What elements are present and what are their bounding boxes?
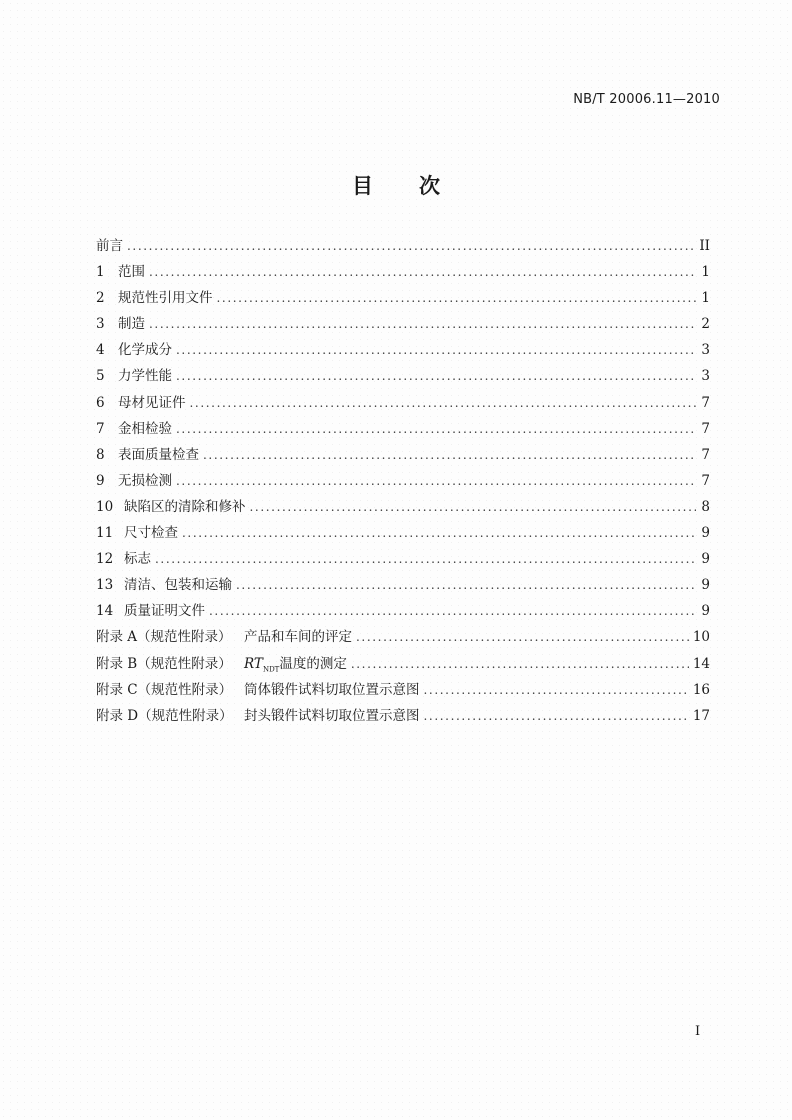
toc-entry-text: 表面质量检查 [118, 446, 199, 463]
rt-ndt-symbol [244, 656, 279, 674]
dot-leader [182, 526, 696, 540]
dot-leader [149, 265, 696, 279]
toc-entry[interactable] [96, 260, 710, 286]
toc-entry-text: 母材见证件 [118, 394, 186, 411]
toc-entry[interactable] [96, 286, 710, 312]
toc-heading-char-2: 次 [419, 174, 440, 198]
toc-entry-text: 规范性引用文件 [118, 290, 213, 307]
toc-entry-number: 10 [96, 498, 114, 515]
toc-entry-page: 1 [701, 290, 710, 307]
toc-entry-number: 9 [96, 472, 105, 489]
toc-entry-text: 标志 [124, 551, 151, 568]
toc-entry-text: 清洁、包装和运输 [124, 577, 232, 594]
toc-entry[interactable] [96, 495, 710, 521]
toc-entry-number: 1 [96, 264, 105, 281]
toc-entry-number: 3 [96, 316, 105, 333]
toc-entry-text: 化学成分 [118, 342, 172, 359]
toc-entry[interactable] [96, 338, 710, 364]
toc-entry[interactable] [96, 521, 710, 547]
dot-leader [176, 474, 696, 488]
toc-entry-page: 16 [692, 681, 710, 698]
toc-entry-page: 1 [701, 264, 710, 281]
appendix-prefix: 附录 C（规范性附录） [96, 681, 233, 698]
toc-appendix-entry[interactable] [96, 625, 710, 651]
toc-entry-page: 7 [701, 446, 710, 463]
dot-leader [351, 657, 689, 671]
toc-entry-number: 4 [96, 342, 105, 359]
toc-entry-number: 7 [96, 420, 105, 437]
toc-entry-number: 6 [96, 394, 105, 411]
toc-entry[interactable] [96, 469, 710, 495]
toc-entry-number: 11 [96, 525, 114, 542]
appendix-prefix: 附录 A（规范性附录） [96, 629, 232, 646]
toc-entry-text: 质量证明文件 [124, 603, 205, 620]
toc-entry-page: 9 [701, 603, 710, 620]
toc-entry-page: 3 [701, 368, 710, 385]
toc-entry-number: 14 [96, 603, 114, 620]
toc-appendix-entry[interactable] [96, 652, 710, 678]
appendix-prefix: 附录 B（规范性附录） [96, 655, 232, 672]
toc-entry-number: 8 [96, 446, 105, 463]
toc-entry[interactable] [96, 547, 710, 573]
table-of-contents [96, 234, 710, 730]
dot-leader [209, 604, 696, 618]
toc-entry[interactable] [96, 443, 710, 469]
appendix-title: 封头锻件试料切取位置示意图 [244, 707, 420, 724]
toc-entry-page: 9 [701, 525, 710, 542]
toc-entry-number: 2 [96, 290, 105, 307]
dot-leader [190, 396, 697, 410]
toc-heading [0, 170, 792, 200]
page-number: I [695, 1024, 701, 1039]
appendix-title: 产品和车间的评定 [244, 629, 352, 646]
toc-entry-number: 13 [96, 577, 114, 594]
toc-entry[interactable] [96, 599, 710, 625]
toc-entry-page: 17 [692, 707, 710, 724]
toc-entry-foreword[interactable] [96, 234, 710, 260]
dot-leader [203, 448, 696, 462]
dot-leader [424, 683, 689, 697]
toc-entry-text: 范围 [118, 264, 145, 281]
toc-entry[interactable] [96, 312, 710, 338]
toc-entry-page: 8 [701, 498, 710, 515]
toc-entry[interactable] [96, 364, 710, 390]
toc-entry-page: II [699, 238, 710, 254]
dot-leader [356, 630, 689, 644]
appendix-title: 筒体锻件试料切取位置示意图 [244, 681, 420, 698]
toc-entry-page: 2 [701, 316, 710, 333]
dot-leader [176, 422, 696, 436]
rt-sub: NDT [262, 665, 280, 674]
dot-leader [176, 369, 696, 383]
toc-entry-text: 金相检验 [118, 420, 172, 437]
toc-entry-number: 12 [96, 551, 114, 568]
toc-entry[interactable] [96, 573, 710, 599]
toc-entry-text: 制造 [118, 316, 145, 333]
dot-leader [250, 500, 697, 514]
toc-heading-char-1: 目 [352, 174, 373, 198]
toc-appendix-entry[interactable] [96, 704, 710, 730]
toc-entry-page: 3 [701, 342, 710, 359]
toc-entry-page: 7 [701, 420, 710, 437]
toc-appendix-entry[interactable] [96, 678, 710, 704]
dot-leader [217, 291, 697, 305]
toc-entry-page: 14 [692, 655, 710, 672]
dot-leader [176, 343, 696, 357]
dot-leader [149, 317, 696, 331]
toc-entry-text: 缺陷区的清除和修补 [124, 498, 246, 515]
appendix-prefix: 附录 D（规范性附录） [96, 707, 233, 724]
standard-code: NB/T 20006.11—2010 [573, 92, 720, 107]
appendix-title: 温度的测定 [279, 655, 347, 672]
toc-entry-page: 7 [701, 472, 710, 489]
dot-leader [236, 578, 696, 592]
toc-entry-page: 7 [701, 394, 710, 411]
rt-main: RT [244, 655, 263, 672]
toc-entry-text: 力学性能 [118, 368, 172, 385]
toc-entry-page: 9 [701, 551, 710, 568]
dot-leader [424, 709, 689, 723]
toc-entry-text: 无损检测 [118, 472, 172, 489]
dot-leader [127, 239, 695, 253]
toc-entry[interactable] [96, 417, 710, 443]
toc-entry-page: 10 [692, 629, 710, 646]
toc-entry[interactable] [96, 391, 710, 417]
toc-entry-page: 9 [701, 577, 710, 594]
toc-entry-text: 尺寸检查 [124, 525, 178, 542]
toc-entry-text: 前言 [96, 238, 123, 254]
toc-entry-number: 5 [96, 368, 105, 385]
dot-leader [155, 552, 696, 566]
